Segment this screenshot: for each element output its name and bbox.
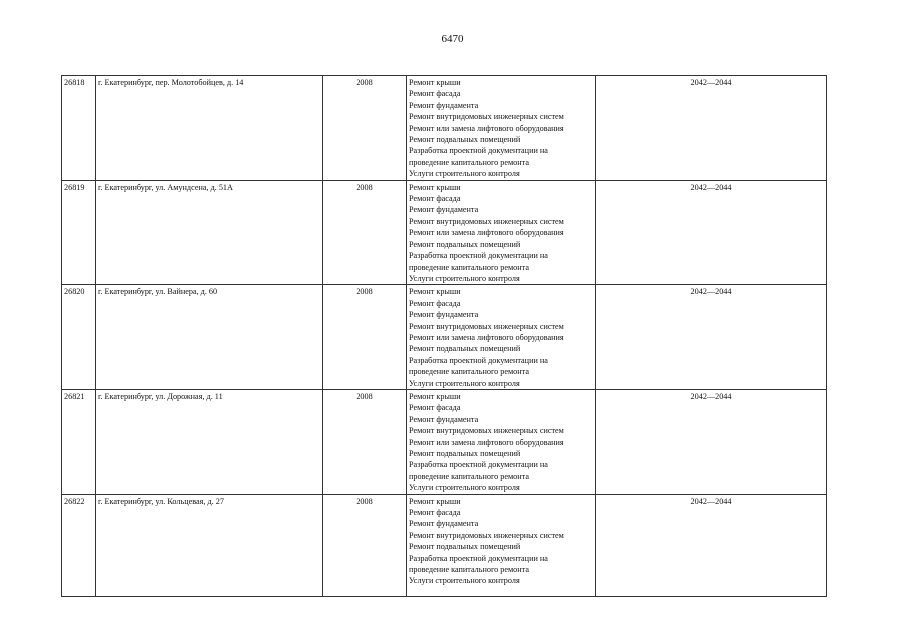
table-row [62, 285, 827, 390]
work-item: Ремонт фундамента [409, 519, 479, 529]
work-item: Ремонт фасада [409, 403, 461, 413]
year-cell: 2008 [323, 180, 407, 285]
work-item: Ремонт подвальных помещений [409, 239, 521, 249]
year-cell: 2008 [323, 76, 407, 181]
row-number: 26818 [62, 76, 96, 181]
row-number: 26822 [62, 494, 96, 596]
year-cell: 2008 [323, 285, 407, 390]
table-row [62, 389, 827, 494]
work-item: проведение капитального ремонта [409, 157, 529, 167]
address-cell: г. Екатеринбург, ул. Дорожная, д. 11 [96, 389, 323, 494]
work-item: Услуги строительного контроля [409, 273, 520, 283]
work-item: Разработка проектной документации на [409, 355, 548, 365]
year-cell: 2008 [323, 494, 407, 596]
row-number: 26821 [62, 389, 96, 494]
work-item: Ремонт подвальных помещений [409, 449, 521, 458]
period-cell: 2042—2044 [596, 285, 827, 390]
work-item: Ремонт крыши [409, 496, 461, 506]
address-cell: г. Екатеринбург, ул. Вайнера, д. 60 [96, 285, 323, 390]
work-item: Услуги строительного контроля [409, 378, 520, 388]
work-item: Ремонт подвальных помещений [409, 344, 521, 354]
work-item: Ремонт внутридомовых инженерных систем [409, 426, 564, 436]
work-item: Ремонт или замена лифтового оборудования [409, 332, 564, 342]
work-item: Ремонт фундамента [409, 310, 479, 320]
work-item: Ремонт фасада [409, 194, 461, 204]
period-cell: 2042—2044 [596, 180, 827, 285]
works-cell [407, 494, 596, 596]
work-item: Ремонт фундамента [409, 100, 479, 110]
work-item: Ремонт внутридомовых инженерных систем [409, 321, 564, 331]
works-cell [407, 389, 596, 494]
period-cell: 2042—2044 [596, 389, 827, 494]
work-item: проведение капитального ремонта [409, 262, 529, 272]
table-body [62, 76, 827, 597]
works-cell [407, 180, 596, 285]
work-item: Ремонт фасада [409, 508, 461, 518]
work-item: Ремонт или замена лифтового оборудования [409, 437, 564, 447]
year-cell: 2008 [323, 389, 407, 494]
address-cell: г. Екатеринбург, ул. Кольцевая, д. 27 [96, 494, 323, 596]
work-item: Разработка проектной документации на [409, 251, 548, 261]
work-item: Ремонт внутридомовых инженерных систем [409, 112, 564, 122]
work-item: Ремонт фасада [409, 298, 461, 308]
work-item: Разработка проектной документации на [409, 553, 548, 563]
address-cell: г. Екатеринбург, ул. Амундсена, д. 51А [96, 180, 323, 285]
work-item: Ремонт или замена лифтового оборудования [409, 228, 564, 238]
work-item: Ремонт фундамента [409, 205, 479, 215]
address-cell: г. Екатеринбург, пер. Молотобойцев, д. 14 [96, 76, 323, 181]
works-cell [407, 76, 596, 181]
work-item: Ремонт или замена лифтового оборудования [409, 123, 564, 133]
work-item: Ремонт внутридомовых инженерных систем [409, 216, 564, 226]
work-item: Ремонт внутридомовых инженерных систем [409, 530, 564, 540]
period-cell: 2042—2044 [596, 76, 827, 181]
work-item: Ремонт крыши [409, 391, 461, 401]
work-item: Разработка проектной документации на [409, 146, 548, 156]
work-item: Услуги строительного контроля [409, 483, 520, 493]
work-item: проведение капитального ремонта [409, 471, 529, 481]
repair-schedule-table [61, 75, 827, 597]
work-item: Разработка проектной документации на [409, 460, 548, 470]
work-item: Ремонт крыши [409, 78, 461, 87]
period-cell: 2042—2044 [596, 494, 827, 596]
table-row [62, 180, 827, 285]
work-item: проведение капитального ремонта [409, 565, 529, 575]
work-item: Ремонт фасада [409, 89, 461, 99]
work-item: Ремонт подвальных помещений [409, 135, 521, 145]
work-item: Ремонт фундамента [409, 414, 479, 424]
table-row [62, 494, 827, 596]
row-number: 26819 [62, 180, 96, 285]
works-cell [407, 285, 596, 390]
table-row [62, 76, 827, 181]
work-item: Услуги строительного контроля [409, 576, 520, 586]
work-item: Ремонт крыши [409, 182, 461, 192]
work-item: Ремонт крыши [409, 287, 461, 297]
work-item: Услуги строительного контроля [409, 169, 520, 179]
work-item: Ремонт подвальных помещений [409, 542, 521, 552]
row-number: 26820 [62, 285, 96, 390]
page-number: 6470 [441, 33, 464, 45]
work-item: проведение капитального ремонта [409, 367, 529, 377]
